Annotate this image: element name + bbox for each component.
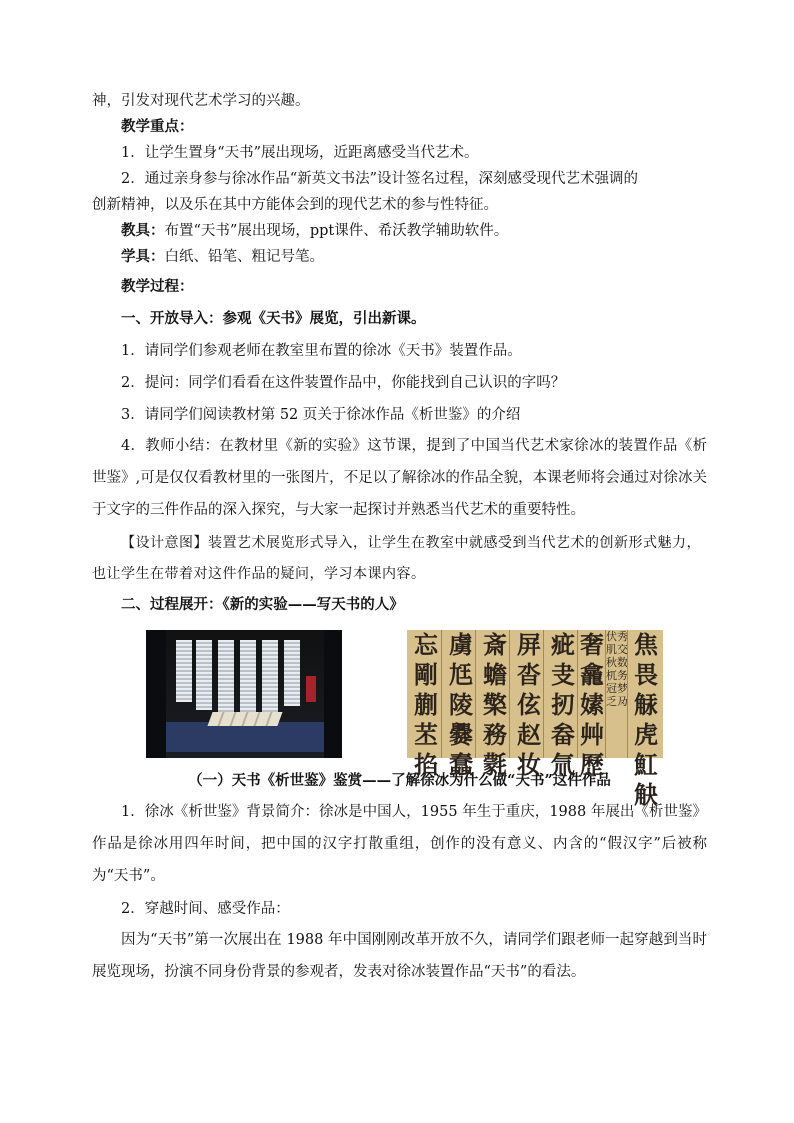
photo-scroll bbox=[262, 640, 278, 712]
tools-label: 教具： bbox=[121, 222, 165, 239]
section-1-item-4: 4．教师小结：在教材里《新的实验》这节课，提到了中国当代艺术家徐冰的装置作品《析世鉴》,可是仅仅看教材里的一张图片，不足以了解徐冰的作品全貌，本课老师将会通过对徐冰关于文字的三件作品的深入探究，与大家一起探讨并熟悉当代艺术的重要特性。 bbox=[92, 438, 707, 518]
key-point-2-cont: 创新精神，以及乐在其中方能体会到的现代艺术的参与性特征。 bbox=[92, 197, 498, 213]
photo-scroll bbox=[284, 640, 300, 706]
tools-text: 布置“天书”展出现场，ppt课件、希沃教学辅助软件。 bbox=[164, 223, 509, 239]
process-heading: 教学过程： bbox=[121, 278, 194, 295]
document-page bbox=[92, 88, 707, 988]
glyph-column: 奢龕嫊艸歷 bbox=[577, 630, 606, 758]
photo-scroll bbox=[240, 640, 256, 714]
glyph-column: 疵叏扨畚氚 bbox=[543, 630, 582, 758]
subsection-1-item-2: 2．穿越时间、感受作品： bbox=[121, 901, 290, 917]
glyph-column: 焦畏觨虎魟觖 bbox=[627, 630, 664, 758]
student-tools-text: 白纸、铅笔、粗记号笔。 bbox=[164, 249, 324, 265]
section-1-item-1: 1．请同学们参观老师在教室里布置的徐冰《天书》装置作品。 bbox=[121, 343, 522, 359]
subsection-1-item-1: 1．徐冰《析世鉴》背景简介：徐冰是中国人，1955 年生于重庆，1988 年展出《析世鉴》作品是徐冰用四年时间，把中国的汉字打散重组，创作的没有意义、内含的“假汉字”后被称为“天书”。 bbox=[92, 804, 707, 884]
section-1-heading: 一、开放导入：参观《天书》展览，引出新课。 bbox=[121, 310, 426, 327]
glyph-column: 斎蟾檠務氋 bbox=[475, 630, 514, 758]
section-1-item-3: 3．请同学们阅读教材第 52 页关于徐冰作品《析世鉴》的介绍 bbox=[121, 407, 521, 423]
photo-books bbox=[207, 712, 282, 726]
photo-scroll bbox=[176, 640, 192, 702]
photo-scroll bbox=[196, 640, 212, 710]
photo-scroll bbox=[218, 640, 234, 714]
section-2-heading: 二、过程展开：《新的实验——写天书的人》 bbox=[121, 596, 404, 613]
subsection-1-item-3: 因为“天书”第一次展出在 1988 年中国刚刚改革开放不久，请同学们跟老师一起穿越到当时展览现场，扮演不同身份背景的参观者，发表对徐冰装置作品“天书”的看法。 bbox=[92, 932, 707, 980]
glyph-column: 虜尪陵爨蠢 bbox=[441, 630, 480, 758]
key-points-heading: 教学重点： bbox=[121, 118, 194, 135]
section-1-item-2: 2．提问：同学们看看在这件装置作品中，你能找到自己认识的字吗？ bbox=[121, 375, 566, 391]
photo-pillar-left bbox=[146, 630, 166, 758]
photo-red-accent bbox=[306, 676, 316, 702]
glyph-column-small: 伏秀肌交秋数杌务冠梦乏夃 bbox=[605, 630, 628, 758]
exhibition-photo bbox=[146, 630, 342, 758]
glyph-column: 忘剛蒯苤掐 bbox=[414, 630, 438, 779]
teaching-tools bbox=[92, 218, 707, 244]
student-tools bbox=[92, 244, 707, 270]
tianshu-characters-photo bbox=[407, 630, 663, 809]
glyph-column: 屏沓伭赵妆 bbox=[509, 630, 548, 758]
key-point-1: 1．让学生置身“天书”展出现场，近距离感受当代艺术。 bbox=[121, 145, 479, 161]
student-tools-label: 学具： bbox=[121, 248, 165, 265]
photo-pillar-right bbox=[324, 630, 342, 758]
text-line: 神，引发对现代艺术学习的兴趣。 bbox=[92, 93, 310, 109]
subsection-1-heading: （一）天书《析世鉴》鉴赏——了解徐冰为什么做“天书”这件作品 bbox=[188, 772, 611, 789]
key-point-2: 2．通过亲身参与徐冰作品“新英文书法”设计签名过程，深刻感受现代艺术强调的 bbox=[121, 171, 639, 187]
design-intent: 【设计意图】装置艺术展览形式导入，让学生在教室中就感受到当代艺术的创新形式魅力，也让学生在带着对这件作品的疑问，学习本课内容。 bbox=[92, 535, 701, 582]
photo-platform bbox=[166, 722, 326, 752]
